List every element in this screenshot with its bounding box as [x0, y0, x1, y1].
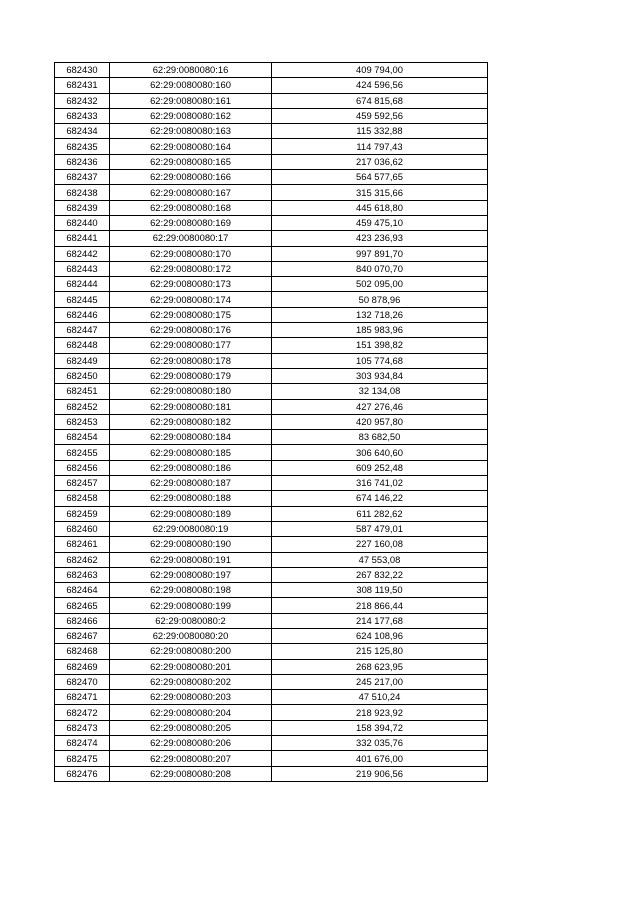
- table-row: [55, 338, 488, 353]
- cadastral-number-cell: 62:29:0080080:181: [110, 399, 272, 414]
- table-row: [55, 154, 488, 169]
- value-cell: 997 891,70: [272, 246, 488, 261]
- table-row: [55, 552, 488, 567]
- cadastral-number-cell: 62:29:0080080:175: [110, 307, 272, 322]
- row-id-cell: 682469: [55, 659, 110, 674]
- table-row: [55, 231, 488, 246]
- value-cell: 424 596,56: [272, 78, 488, 93]
- row-id-cell: 682441: [55, 231, 110, 246]
- row-id-cell: 682449: [55, 353, 110, 368]
- cadastral-number-cell: 62:29:0080080:185: [110, 445, 272, 460]
- cadastral-number-cell: 62:29:0080080:182: [110, 414, 272, 429]
- table-row: [55, 476, 488, 491]
- cadastral-number-cell: 62:29:0080080:180: [110, 384, 272, 399]
- cadastral-number-cell: 62:29:0080080:202: [110, 674, 272, 689]
- value-cell: 674 815,68: [272, 93, 488, 108]
- table-row: [55, 124, 488, 139]
- row-id-cell: 682468: [55, 644, 110, 659]
- value-cell: 151 398,82: [272, 338, 488, 353]
- table-row: [55, 613, 488, 628]
- row-id-cell: 682454: [55, 430, 110, 445]
- row-id-cell: 682467: [55, 628, 110, 643]
- cadastral-number-cell: 62:29:0080080:205: [110, 720, 272, 735]
- table-row: [55, 63, 488, 78]
- row-id-cell: 682473: [55, 720, 110, 735]
- table-row: [55, 399, 488, 414]
- cadastral-number-cell: 62:29:0080080:177: [110, 338, 272, 353]
- value-cell: 587 479,01: [272, 521, 488, 536]
- value-cell: 215 125,80: [272, 644, 488, 659]
- row-id-cell: 682446: [55, 307, 110, 322]
- row-id-cell: 682456: [55, 460, 110, 475]
- table-row: [55, 445, 488, 460]
- table-row: [55, 323, 488, 338]
- row-id-cell: 682474: [55, 736, 110, 751]
- row-id-cell: 682470: [55, 674, 110, 689]
- cadastral-number-cell: 62:29:0080080:165: [110, 154, 272, 169]
- table-row: [55, 537, 488, 552]
- cadastral-number-cell: 62:29:0080080:179: [110, 368, 272, 383]
- value-cell: 502 095,00: [272, 277, 488, 292]
- row-id-cell: 682465: [55, 598, 110, 613]
- row-id-cell: 682448: [55, 338, 110, 353]
- value-cell: 459 475,10: [272, 215, 488, 230]
- value-cell: 32 134,08: [272, 384, 488, 399]
- row-id-cell: 682472: [55, 705, 110, 720]
- value-cell: 308 119,50: [272, 583, 488, 598]
- row-id-cell: 682451: [55, 384, 110, 399]
- value-cell: 83 682,50: [272, 430, 488, 445]
- table-row: [55, 690, 488, 705]
- row-id-cell: 682459: [55, 506, 110, 521]
- row-id-cell: 682455: [55, 445, 110, 460]
- row-id-cell: 682431: [55, 78, 110, 93]
- cadastral-value-table: [54, 62, 488, 782]
- cadastral-number-cell: 62:29:0080080:186: [110, 460, 272, 475]
- row-id-cell: 682466: [55, 613, 110, 628]
- table-row: [55, 78, 488, 93]
- cadastral-number-cell: 62:29:0080080:19: [110, 521, 272, 536]
- row-id-cell: 682430: [55, 63, 110, 78]
- row-id-cell: 682432: [55, 93, 110, 108]
- row-id-cell: 682442: [55, 246, 110, 261]
- table-row: [55, 368, 488, 383]
- table-row: [55, 430, 488, 445]
- value-cell: 214 177,68: [272, 613, 488, 628]
- row-id-cell: 682464: [55, 583, 110, 598]
- value-cell: 332 035,76: [272, 736, 488, 751]
- value-cell: 306 640,60: [272, 445, 488, 460]
- value-cell: 47 510,24: [272, 690, 488, 705]
- table-row: [55, 277, 488, 292]
- cadastral-number-cell: 62:29:0080080:200: [110, 644, 272, 659]
- value-cell: 114 797,43: [272, 139, 488, 154]
- table-row: [55, 185, 488, 200]
- cadastral-number-cell: 62:29:0080080:206: [110, 736, 272, 751]
- table-row: [55, 414, 488, 429]
- table-row: [55, 736, 488, 751]
- table-row: [55, 491, 488, 506]
- value-cell: 218 923,92: [272, 705, 488, 720]
- cadastral-number-cell: 62:29:0080080:170: [110, 246, 272, 261]
- value-cell: 158 394,72: [272, 720, 488, 735]
- cadastral-number-cell: 62:29:0080080:20: [110, 628, 272, 643]
- row-id-cell: 682476: [55, 766, 110, 781]
- table-row: [55, 644, 488, 659]
- cadastral-number-cell: 62:29:0080080:16: [110, 63, 272, 78]
- value-cell: 218 866,44: [272, 598, 488, 613]
- table-body: [55, 63, 488, 782]
- value-cell: 427 276,46: [272, 399, 488, 414]
- value-cell: 674 146,22: [272, 491, 488, 506]
- table-row: [55, 659, 488, 674]
- table-row: [55, 628, 488, 643]
- table-row: [55, 200, 488, 215]
- row-id-cell: 682460: [55, 521, 110, 536]
- value-cell: 132 718,26: [272, 307, 488, 322]
- cadastral-number-cell: 62:29:0080080:207: [110, 751, 272, 766]
- row-id-cell: 682433: [55, 108, 110, 123]
- table-row: [55, 170, 488, 185]
- table-row: [55, 246, 488, 261]
- table-row: [55, 567, 488, 582]
- row-id-cell: 682452: [55, 399, 110, 414]
- value-cell: 245 217,00: [272, 674, 488, 689]
- value-cell: 47 553,08: [272, 552, 488, 567]
- cadastral-number-cell: 62:29:0080080:173: [110, 277, 272, 292]
- row-id-cell: 682453: [55, 414, 110, 429]
- value-cell: 105 774,68: [272, 353, 488, 368]
- row-id-cell: 682444: [55, 277, 110, 292]
- cadastral-number-cell: 62:29:0080080:190: [110, 537, 272, 552]
- row-id-cell: 682434: [55, 124, 110, 139]
- table-row: [55, 353, 488, 368]
- value-cell: 303 934,84: [272, 368, 488, 383]
- cadastral-number-cell: 62:29:0080080:188: [110, 491, 272, 506]
- value-cell: 611 282,62: [272, 506, 488, 521]
- cadastral-number-cell: 62:29:0080080:162: [110, 108, 272, 123]
- value-cell: 423 236,93: [272, 231, 488, 246]
- cadastral-number-cell: 62:29:0080080:2: [110, 613, 272, 628]
- value-cell: 609 252,48: [272, 460, 488, 475]
- value-cell: 227 160,08: [272, 537, 488, 552]
- value-cell: 420 957,80: [272, 414, 488, 429]
- table-row: [55, 674, 488, 689]
- value-cell: 185 983,96: [272, 323, 488, 338]
- row-id-cell: 682447: [55, 323, 110, 338]
- cadastral-number-cell: 62:29:0080080:178: [110, 353, 272, 368]
- table-row: [55, 139, 488, 154]
- row-id-cell: 682461: [55, 537, 110, 552]
- value-cell: 217 036,62: [272, 154, 488, 169]
- cadastral-number-cell: 62:29:0080080:169: [110, 215, 272, 230]
- value-cell: 840 070,70: [272, 261, 488, 276]
- value-cell: 401 676,00: [272, 751, 488, 766]
- cadastral-number-cell: 62:29:0080080:161: [110, 93, 272, 108]
- cadastral-number-cell: 62:29:0080080:189: [110, 506, 272, 521]
- cadastral-number-cell: 62:29:0080080:166: [110, 170, 272, 185]
- cadastral-number-cell: 62:29:0080080:184: [110, 430, 272, 445]
- cadastral-number-cell: 62:29:0080080:163: [110, 124, 272, 139]
- cadastral-number-cell: 62:29:0080080:199: [110, 598, 272, 613]
- cadastral-number-cell: 62:29:0080080:172: [110, 261, 272, 276]
- value-cell: 316 741,02: [272, 476, 488, 491]
- value-cell: 564 577,65: [272, 170, 488, 185]
- row-id-cell: 682458: [55, 491, 110, 506]
- table-row: [55, 261, 488, 276]
- value-cell: 445 618,80: [272, 200, 488, 215]
- table-row: [55, 705, 488, 720]
- value-cell: 267 832,22: [272, 567, 488, 582]
- row-id-cell: 682475: [55, 751, 110, 766]
- value-cell: 409 794,00: [272, 63, 488, 78]
- table-row: [55, 583, 488, 598]
- row-id-cell: 682438: [55, 185, 110, 200]
- table-row: [55, 751, 488, 766]
- table-row: [55, 506, 488, 521]
- row-id-cell: 682440: [55, 215, 110, 230]
- row-id-cell: 682471: [55, 690, 110, 705]
- row-id-cell: 682457: [55, 476, 110, 491]
- table-row: [55, 598, 488, 613]
- table-row: [55, 93, 488, 108]
- table-row: [55, 720, 488, 735]
- table-row: [55, 307, 488, 322]
- cadastral-number-cell: 62:29:0080080:187: [110, 476, 272, 491]
- row-id-cell: 682436: [55, 154, 110, 169]
- cadastral-number-cell: 62:29:0080080:160: [110, 78, 272, 93]
- cadastral-number-cell: 62:29:0080080:197: [110, 567, 272, 582]
- cadastral-number-cell: 62:29:0080080:201: [110, 659, 272, 674]
- cadastral-number-cell: 62:29:0080080:176: [110, 323, 272, 338]
- cadastral-number-cell: 62:29:0080080:167: [110, 185, 272, 200]
- row-id-cell: 682463: [55, 567, 110, 582]
- value-cell: 624 108,96: [272, 628, 488, 643]
- table-row: [55, 521, 488, 536]
- cadastral-number-cell: 62:29:0080080:198: [110, 583, 272, 598]
- cadastral-number-cell: 62:29:0080080:164: [110, 139, 272, 154]
- cadastral-number-cell: 62:29:0080080:204: [110, 705, 272, 720]
- table-row: [55, 292, 488, 307]
- value-cell: 459 592,56: [272, 108, 488, 123]
- cadastral-number-cell: 62:29:0080080:191: [110, 552, 272, 567]
- row-id-cell: 682439: [55, 200, 110, 215]
- row-id-cell: 682443: [55, 261, 110, 276]
- row-id-cell: 682437: [55, 170, 110, 185]
- table-row: [55, 384, 488, 399]
- cadastral-number-cell: 62:29:0080080:174: [110, 292, 272, 307]
- value-cell: 315 315,66: [272, 185, 488, 200]
- cadastral-number-cell: 62:29:0080080:168: [110, 200, 272, 215]
- value-cell: 219 906,56: [272, 766, 488, 781]
- table-row: [55, 215, 488, 230]
- value-cell: 115 332,88: [272, 124, 488, 139]
- row-id-cell: 682462: [55, 552, 110, 567]
- cadastral-number-cell: 62:29:0080080:17: [110, 231, 272, 246]
- row-id-cell: 682450: [55, 368, 110, 383]
- row-id-cell: 682435: [55, 139, 110, 154]
- row-id-cell: 682445: [55, 292, 110, 307]
- table-row: [55, 766, 488, 781]
- value-cell: 50 878,96: [272, 292, 488, 307]
- cadastral-number-cell: 62:29:0080080:208: [110, 766, 272, 781]
- table-row: [55, 108, 488, 123]
- value-cell: 268 623,95: [272, 659, 488, 674]
- table-row: [55, 460, 488, 475]
- cadastral-number-cell: 62:29:0080080:203: [110, 690, 272, 705]
